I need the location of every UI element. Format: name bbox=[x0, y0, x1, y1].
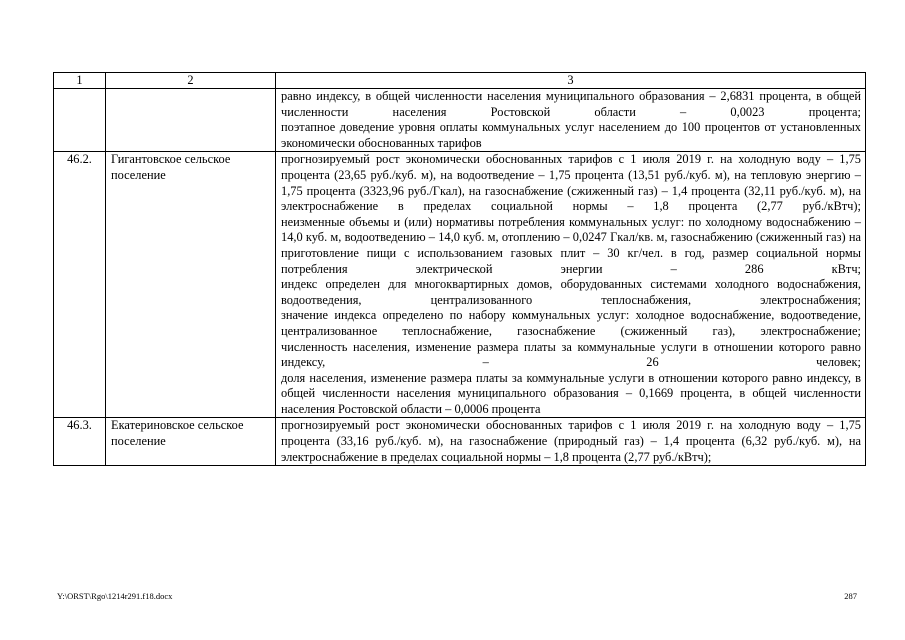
settlement-name: Гигантовское сельское поселение bbox=[106, 152, 276, 418]
row-description bbox=[276, 89, 866, 152]
row-number: 46.2. bbox=[54, 152, 106, 418]
table-row-continuation bbox=[54, 89, 866, 152]
table-row-46-2 bbox=[54, 152, 866, 418]
row-description bbox=[276, 152, 866, 418]
table-row-46-3 bbox=[54, 418, 866, 466]
paragraph: поэтапное доведение уровня оплаты коммунальных услуг населением до 100 процентов от установленных экономически обоснованных тарифов bbox=[281, 120, 861, 150]
footer-file-path: Y:\ORST\Rgo\1214r291.f18.docx bbox=[57, 591, 173, 601]
paragraph: доля населения, изменение размера платы за коммунальные услуги в отношении которого равно индексу, в общей численности населения муниципального образования – 0,1669 процента, в общей численности населения Ростовской области – 0,0006 процента bbox=[281, 370, 861, 416]
settlement-name bbox=[106, 89, 276, 152]
paragraph: неизменные объемы и (или) нормативы потребления коммунальных услуг: по холодному водоснабжению – 14,0 куб. м, водоотведению – 14,0 куб. м, отоплению – 0,0247 Гкал/кв. м, газоснабжению (сжиженный газ) на приготовление пищи с использованием газовых плит – 30 кг/чел. в год, размер социальной нормы потребления электрической энергии – 286 кВтч; bbox=[281, 214, 861, 276]
column-header-1: 1 bbox=[54, 73, 106, 89]
paragraph: прогнозируемый рост экономически обоснованных тарифов с 1 июля 2019 г. на холодную воду – 1,75 процента (33,16 руб./куб. м), на газоснабжение (природный газ) – 1,4 процента (6,32 руб./куб. м), на электроснабжение в пределах социальной нормы – 1,8 процента (2,77 руб./кВтч); bbox=[281, 418, 861, 464]
column-header-2: 2 bbox=[106, 73, 276, 89]
header-row bbox=[54, 73, 866, 89]
paragraph: прогнозируемый рост экономически обоснованных тарифов с 1 июля 2019 г. на холодную воду – 1,75 процента (23,65 руб./куб. м), на водоотведение – 1,75 процента (13,51 руб./куб. м), на тепловую энергию – 1,75 процента (3323,96 руб./Гкал), на газоснабжение (сжиженный газ) – 1,4 процента (32,11 руб./куб. м), на электроснабжение в пределах социальной нормы – 1,8 процента (2,77 руб./кВтч); bbox=[281, 152, 861, 214]
paragraph: индекс определен для многоквартирных домов, оборудованных системами холодного водоснабжения, водоотведения, централизованного теплоснабжения, электроснабжения; bbox=[281, 277, 861, 307]
row-number: 46.3. bbox=[54, 418, 106, 466]
row-number bbox=[54, 89, 106, 152]
paragraph: значение индекса определено по набору коммунальных услуг: холодное водоснабжение, водоотведение, централизованное теплоснабжение, газоснабжение (сжиженный газ), электроснабжение; bbox=[281, 308, 861, 338]
paragraph: численность населения, изменение размера платы за коммунальные услуги в отношении которого равно индексу, – 26 человек; bbox=[281, 339, 861, 370]
column-header-3: 3 bbox=[276, 73, 866, 89]
paragraph: равно индексу, в общей численности населения муниципального образования – 2,6831 процента, в общей численности населения Ростовской области – 0,0023 процента; bbox=[281, 89, 861, 119]
footer-page-number: 287 bbox=[844, 591, 857, 601]
row-description bbox=[276, 418, 866, 466]
content-table bbox=[53, 72, 866, 466]
settlement-name: Екатериновское сельское поселение bbox=[106, 418, 276, 466]
